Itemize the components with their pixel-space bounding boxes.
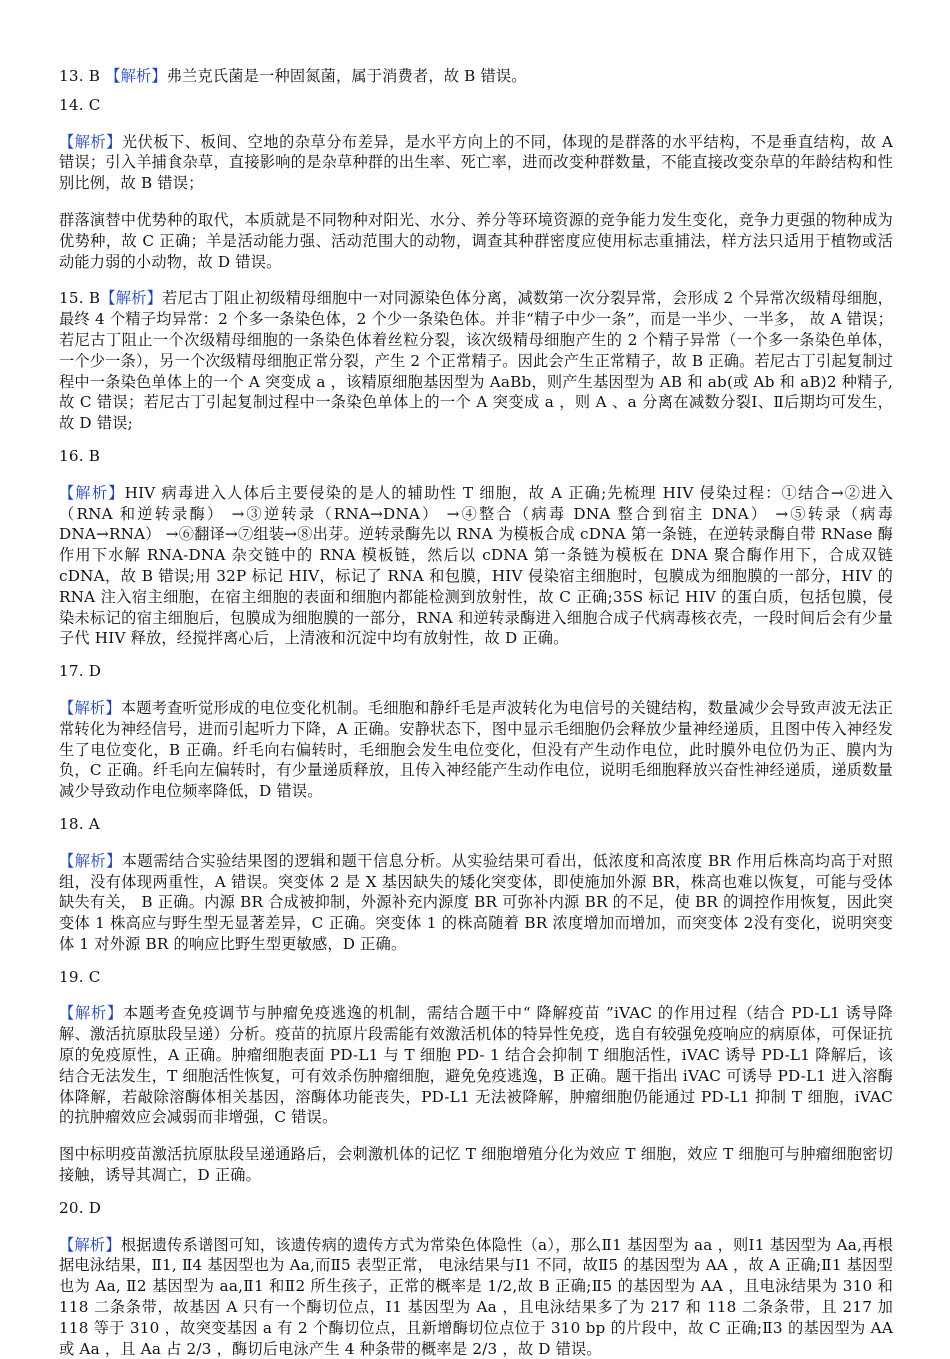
analysis-17 xyxy=(59,698,893,802)
analysis-text: 本题需结合实验结果图的逻辑和题干信息分析。从实验结果可看出，低浓度和高浓度 BR 作用后株高均高于对照组，没有体现两重性，A 错误。突变体 2 是 X 基因缺失的矮化突变体，即使施加外源 BR，株高也难以恢复，可能与受体缺失有关， B 正确。内源 BR 合成被抑制，外源补充内源度 BR 可弥补内源 BR 的不足，使 BR 的调控作用恢复，因此突变体 1 株高应与野生型无显著差异，C 正确。突变体 1 的株高随着 BR 浓度增加而增加，而突变体 2没有变化，说明突变体 1 对外源 BR 的响应比野生型更敏感，D 正确。 xyxy=(59,851,893,953)
answer-16: 16. B xyxy=(59,446,101,465)
analysis-tag: 【解析】 xyxy=(59,851,122,870)
answer-15 xyxy=(59,288,893,434)
item-number: 13. B xyxy=(59,67,101,85)
analysis-16 xyxy=(59,483,893,649)
analysis-text: 根据遗传系谱图可知，该遗传病的遗传方式为常染色体隐性（a），那么Ⅱ1 基因型为 aa ，则Ⅰ1 基因型为 Aa,再根据电泳结果，Ⅱ1, Ⅱ4 基因型也为 Aa,而Ⅱ5 表型正常， 电泳结果与Ⅰ1 不同，故Ⅱ5 的基因型为 AA ，故 A 正确;Ⅱ1 基因型也为 Aa, Ⅱ2 基因型为 aa,Ⅱ1 和Ⅱ2 所生孩子，正常的概率是 1/2,故 B 正确;Ⅱ5 的基因型为 AA ，且电泳结果为 310 和 118 二条条带，故基因 A 只有一个酶切位点，Ⅰ1 基因型为 Aa ，且电泳结果多了为 217 和 118 二条条带，且 217 加 118 等于 310 ，故突变基因 a 有 2 个酶切位点，且新增酶切位点位于 310 bp 的片段中，故 C 正确;Ⅱ3 的基因型为 AA 或 Aa ，且 Aa 占 2/3 ，酶切后电泳产生 4 种条带的概率是 2/3 ，故 D 错误。 xyxy=(59,1235,893,1358)
analysis-text: HIV 病毒进入人体后主要侵染的是人的辅助性 T 细胞，故 A 正确;先梳理 HIV 侵染过程：①结合→②进入（RNA 和逆转录酶） →③逆转录（RNA→DNA） →④整合（病毒 DNA 整合到宿主 DNA） →⑤转录（病毒 DNA→RNA） →⑥翻译→⑦组装→⑧出芽。逆转录酶先以 RNA 为模板合成 cDNA 第一条链，在逆转录酶自带 RNase 酶作用下水解 RNA-DNA 杂交链中的 RNA 模板链，然后以 cDNA 第一条链为模板在 DNA 聚合酶作用下，合成双链 cDNA，故 B 错误;用 32P 标记 HIV，标记了 RNA 和包膜，HIV 侵染宿主细胞时，包膜成为细胞膜的一部分，HIV 的 RNA 注入宿主细胞，在宿主细胞的表面和细胞内都能检测到放射性，故 C 正确;35S 标记 HIV 的蛋白质，包括包膜，侵染未标记的宿主细胞后，包膜成为细胞膜的一部分，RNA 和逆转录酶进入细胞合成子代病毒核衣壳，一段时间后会有少量子代 HIV 释放，经搅拌离心后，上清液和沉淀中均有放射性，故 D 正确。 xyxy=(59,483,893,648)
analysis-tag: 【解析】 xyxy=(59,698,121,717)
answer-20: 20. D xyxy=(59,1198,102,1217)
analysis-tag: 【解析】 xyxy=(59,132,122,151)
answer-17: 17. D xyxy=(59,662,102,681)
item-number: 15. B xyxy=(59,289,101,308)
analysis-text: 本题考查免疫调节与肿瘤免疫逃逸的机制，需结合题干中“ 降解疫苗 ”iVAC 的作用过程（结合 PD-L1 诱导降解、激活抗原肽段呈递）分析。疫苗的抗原片段需能有效激活机体的特异性免疫，选自有较强免疫响应的病原体，可保证抗原的免疫原性，A 正确。肿瘤细胞表面 PD-L1 与 T 细胞 PD- 1 结合会抑制 T 细胞活性，iVAC 诱导 PD-L1 降解后，该结合无法发生，T 细胞活性恢复，可有效杀伤肿瘤细胞，避免免疫逃逸，B 正确。题干指出 iVAC 可诱导 PD-L1 进入溶酶体降解，若敲除溶酶体相关基因，溶酶体功能丧失，PD-L1 无法被降解，肿瘤细胞仍能通过 PD-L1 抑制 T 细胞，iVAC 的抗肿瘤效应会减弱而非增强，C 错误。 xyxy=(59,1004,893,1127)
answer-page xyxy=(59,66,893,1359)
answer-14: 14. C xyxy=(59,95,101,114)
analysis-text: 光伏板下、板间、空地的杂草分布差异，是水平方向上的不同，体现的是群落的水平结构，不是垂直结构，故 A 错误；引入羊捕食杂草，直接影响的是杂草种群的出生率、死亡率，进而改变种群数量，不能直接改变杂草的年龄结构和性别比例，故 B 错误； xyxy=(59,132,893,193)
analysis-20 xyxy=(59,1235,893,1359)
analysis-text: 若尼古丁阻止初级精母细胞中一对同源染色体分离，减数第一次分裂异常，会形成 2 个异常次级精母细胞，最终 4 个精子均异常：2 个多一条染色体，2 个少一条染色体。并非“精子中少一条”，而是一半少、一半多， 故 A 错误；若尼古丁阻止一个次级精母细胞的一条染色体着丝粒分裂，该次级精母细胞产生的 2 个精子异常（一个多一条染色单体，一个少一条），另一个次级精母细胞正常分裂，产生 2 个正常精子。因此会产生正常精子，故 B 正确。若尼古丁引起复制过程中一条染色单体上的一个 A 突变成 a ，该精原细胞基因型为 AaBb，则产生基因型为 AB 和 ab(或 Ab 和 aB)2 种精子,故 C 错误；若尼古丁引起复制过程中一条染色单体上的一个 A 突变成 a ，则 A 、a 分离在减数分裂Ⅰ、Ⅱ后期均可发生，故 D 错误; xyxy=(59,289,893,433)
analysis-text: 弗兰克氏菌是一种固氮菌，属于消费者，故 B 错误。 xyxy=(166,67,527,85)
analysis-text: 本题考查听觉形成的电位变化机制。毛细胞和静纤毛是声波转化为电信号的关键结构，数量减少会导致声波无法正常转化为神经信号，进而引起听力下降，A 正确。安静状态下，图中显示毛细胞仍会释放少量神经递质，且图中传入神经发生了电位变化，B 正确。纤毛向右偏转时，毛细胞会发生电位变化，但没有产生动作电位，此时膜外电位仍为正、膜内为负，C 正确。纤毛向左偏转时，有少量递质释放，且传入神经能产生动作电位，说明毛细胞释放兴奋性神经递质，递质数量减少导致动作电位频率降低，D 错误。 xyxy=(59,698,893,801)
analysis-tag: 【解析】 xyxy=(100,289,163,308)
analysis-18 xyxy=(59,851,893,955)
analysis-14b: 群落演替中优势种的取代，本质就是不同物种对阳光、水分、养分等环境资源的竞争能力发生变化，竞争力更强的物种成为优势种，故 C 正确；羊是活动能力强、活动范围大的动物，调查其种群密度应使用标志重捕法，样方法只适用于植物或活动能力弱的小动物，故 D 错误。 xyxy=(59,210,893,271)
answer-19: 19. C xyxy=(59,967,101,986)
analysis-tag: 【解析】 xyxy=(59,483,125,502)
answer-13 xyxy=(59,66,893,87)
analysis-tag: 【解析】 xyxy=(59,1235,121,1254)
analysis-tag: 【解析】 xyxy=(59,1004,123,1023)
analysis-14a xyxy=(59,132,893,194)
analysis-tag: 【解析】 xyxy=(105,67,167,85)
analysis-19a xyxy=(59,1003,893,1128)
answer-18: 18. A xyxy=(59,814,100,833)
analysis-19b: 图中标明疫苗激活抗原肽段呈递通路后，会刺激机体的记忆 T 细胞增殖分化为效应 T 细胞，效应 T 细胞可与肿瘤细胞密切接触，诱导其凋亡，D 正确。 xyxy=(59,1145,893,1185)
